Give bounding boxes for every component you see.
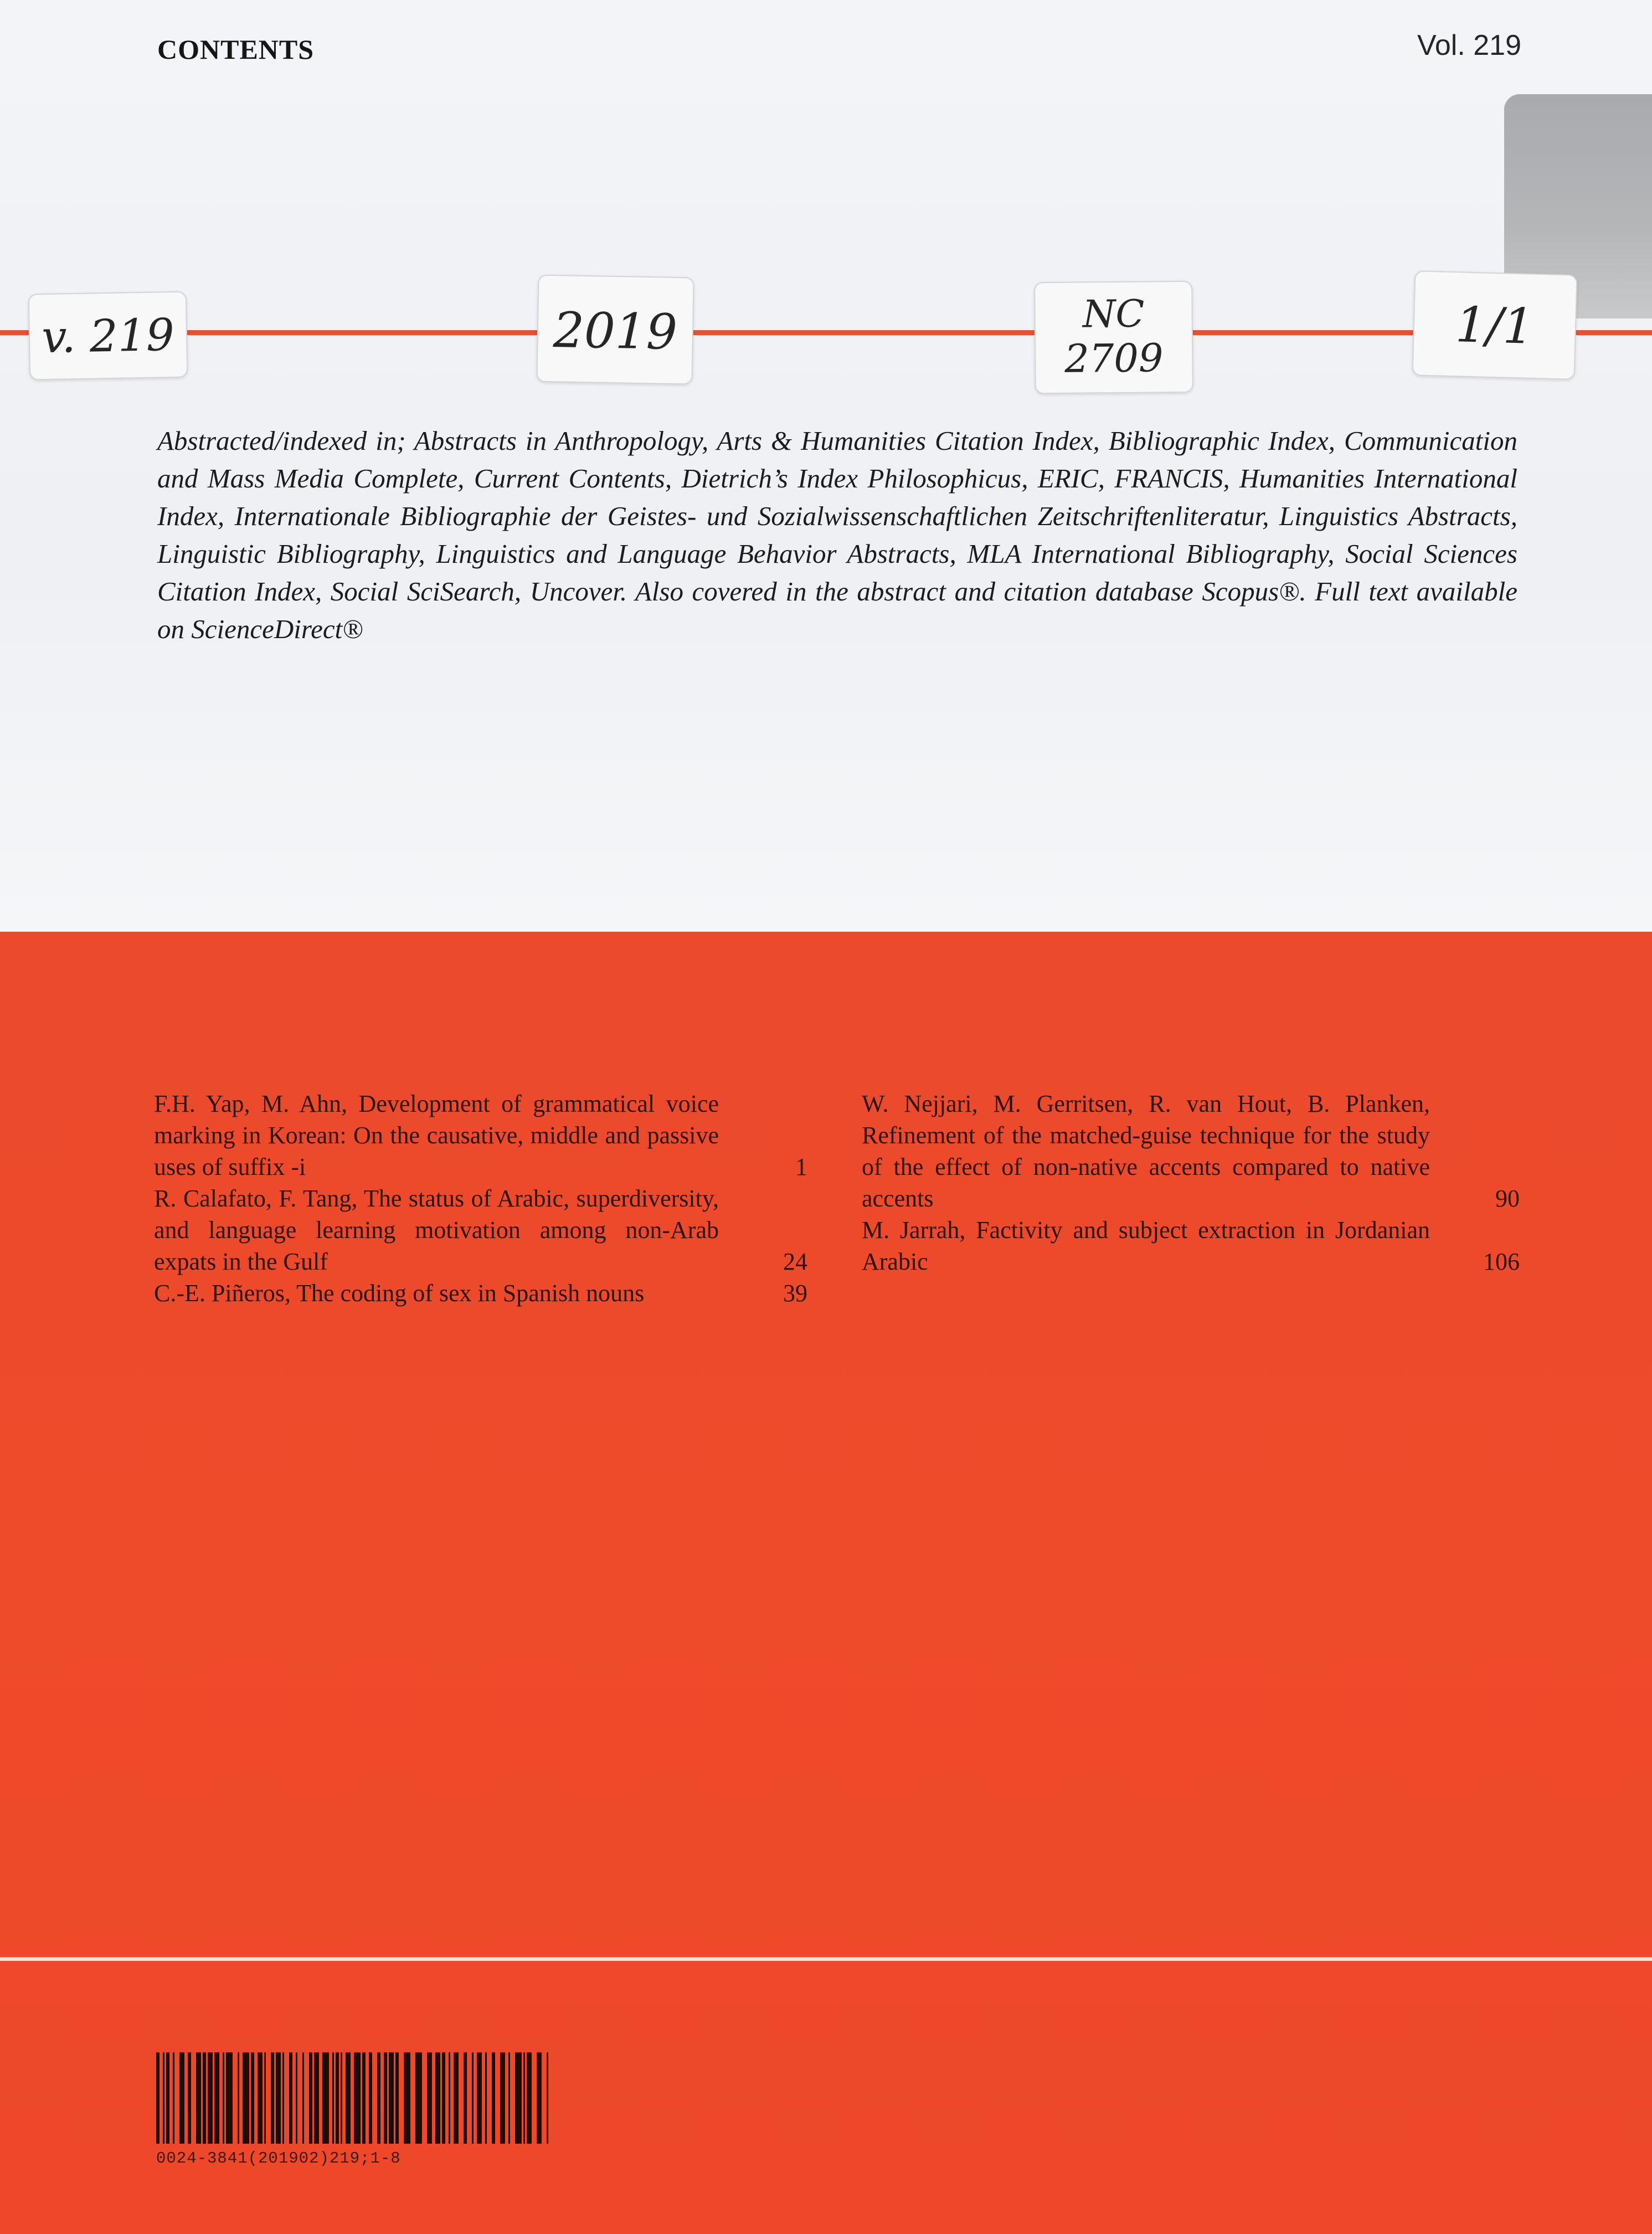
library-label-year [536, 275, 694, 385]
toc-entry-title: W. Nejjari, M. Gerritsen, R. van Hout, B. Planken, Refinement of the matched-guise technique for the study of the effect of non-native accents compared to native accents [862, 1090, 1430, 1212]
barcode-bar [515, 2052, 522, 2144]
toc-entry-page: 39 [783, 1280, 807, 1307]
barcode-bar [251, 2052, 254, 2144]
toc-entry [154, 1277, 807, 1309]
barcode-bar [238, 2052, 239, 2144]
toc-entry-page: 24 [783, 1248, 807, 1275]
library-label-callnumber [1034, 281, 1193, 394]
label-volume-text: v. 219 [41, 309, 175, 363]
barcode-bar [369, 2052, 372, 2144]
label-callnumber-line2: 2709 [1064, 335, 1164, 382]
barcode-bar [508, 2052, 510, 2144]
barcode-bar [377, 2052, 380, 2144]
barcode-bar [196, 2052, 201, 2144]
barcode-bar [258, 2052, 263, 2144]
barcode-bar [389, 2052, 394, 2144]
barcode-bar [226, 2052, 233, 2144]
barcode-bar [296, 2052, 297, 2144]
toc-entry [154, 1088, 807, 1183]
barcode-bar [477, 2052, 482, 2144]
barcode-bars [156, 2052, 555, 2144]
red-divider-line [0, 330, 1652, 335]
toc-entry-page: 106 [1483, 1248, 1520, 1275]
barcode-bar [492, 2052, 495, 2144]
barcode-bar [276, 2052, 281, 2144]
barcode-bar [203, 2052, 206, 2144]
barcode-bar [341, 2052, 342, 2144]
toc-entry-title: M. Jarrah, Factivity and subject extraction in Jordanian Arabic [862, 1216, 1430, 1275]
barcode-bar [500, 2052, 505, 2144]
barcode-bar [354, 2052, 361, 2144]
barcode-bar [547, 2052, 548, 2144]
barcode-bar [188, 2052, 191, 2144]
toc-entry-title: C.-E. Piñeros, The coding of sex in Spanish nouns [154, 1280, 645, 1307]
barcode-bar [527, 2052, 532, 2144]
barcode [156, 2052, 555, 2144]
toc-entry-page: 90 [1495, 1185, 1520, 1212]
barcode-bar [264, 2052, 266, 2144]
barcode-bar [442, 2052, 445, 2144]
barcode-bar [332, 2052, 334, 2144]
barcode-bar [214, 2052, 219, 2144]
barcode-bar [435, 2052, 440, 2144]
barcode-bar [179, 2052, 184, 2144]
label-issue-text: 1/1 [1454, 296, 1535, 355]
barcode-bar [404, 2052, 410, 2144]
barcode-bar [362, 2052, 366, 2144]
barcode-bar [322, 2052, 329, 2144]
toc-entry-title: R. Calafato, F. Tang, The status of Arabic, superdiversity, and language learning motivation among non-Arab expats in the Gulf [154, 1185, 719, 1275]
barcode-bar [472, 2052, 474, 2144]
barcode-bar [271, 2052, 274, 2144]
barcode-bar [464, 2052, 467, 2144]
barcode-bar [243, 2052, 249, 2144]
library-label-issue [1412, 270, 1578, 380]
barcode-bar [384, 2052, 387, 2144]
barcode-number: 0024-3841(201902)219;1-8 [156, 2149, 401, 2168]
toc-entry [862, 1088, 1520, 1214]
barcode-bar [223, 2052, 224, 2144]
toc-entry [154, 1183, 807, 1277]
barcode-bar [537, 2052, 542, 2144]
barcode-bar [282, 2052, 284, 2144]
barcode-bar [163, 2052, 164, 2144]
contents-heading: CONTENTS [157, 34, 315, 65]
label-year-text: 2019 [553, 301, 678, 361]
volume-number: Vol. 219 [1417, 29, 1521, 61]
toc-entry [862, 1214, 1520, 1277]
barcode-bar [314, 2052, 319, 2144]
toc-entry-page: 1 [795, 1153, 807, 1180]
barcode-bar [336, 2052, 339, 2144]
barcode-bar [346, 2052, 351, 2144]
barcode-bar [166, 2052, 169, 2144]
barcode-bar [427, 2052, 432, 2144]
barcode-bar [156, 2052, 159, 2144]
label-callnumber-line1: NC [1082, 292, 1145, 337]
barcode-bar [302, 2052, 304, 2144]
white-divider-line [0, 1957, 1652, 1961]
barcode-bar [289, 2052, 292, 2144]
barcode-bar [523, 2052, 525, 2144]
barcode-bar [454, 2052, 459, 2144]
barcode-bar [449, 2052, 450, 2144]
toc-right-column [862, 1088, 1520, 1277]
toc-entry-title: F.H. Yap, M. Ahn, Development of grammatical voice marking in Korean: On the causative, middle and passive uses of suffix -i [154, 1090, 719, 1180]
library-label-volume [28, 291, 188, 381]
barcode-bar [173, 2052, 174, 2144]
toc-left-column [154, 1088, 807, 1309]
indexing-statement: Abstracted/indexed in; Abstracts in Anthropology, Arts & Humanities Citation Index, Bibliographic Index, Communication and Mass Media Complete, Current Contents, Dietrich’s Index Philosophicus, ERIC, FRANCIS, Humanities International Index, Internationale Bibliographie der Geistes- und Sozialwissenschaftlichen Zeitschriftenliteratur, Linguistics Abstracts, Linguistic Bibliography, Linguistics and Language Behavior Abstracts, MLA International Bibliography, Social Sciences Citation Index, Social SciSearch, Uncover. Also covered in the abstract and citation database Scopus®. Full text available on ScienceDirect® [157, 425, 1517, 644]
barcode-bar [309, 2052, 312, 2144]
barcode-bar [415, 2052, 422, 2144]
barcode-bar [395, 2052, 399, 2144]
barcode-bar [485, 2052, 487, 2144]
barcode-bar [208, 2052, 213, 2144]
